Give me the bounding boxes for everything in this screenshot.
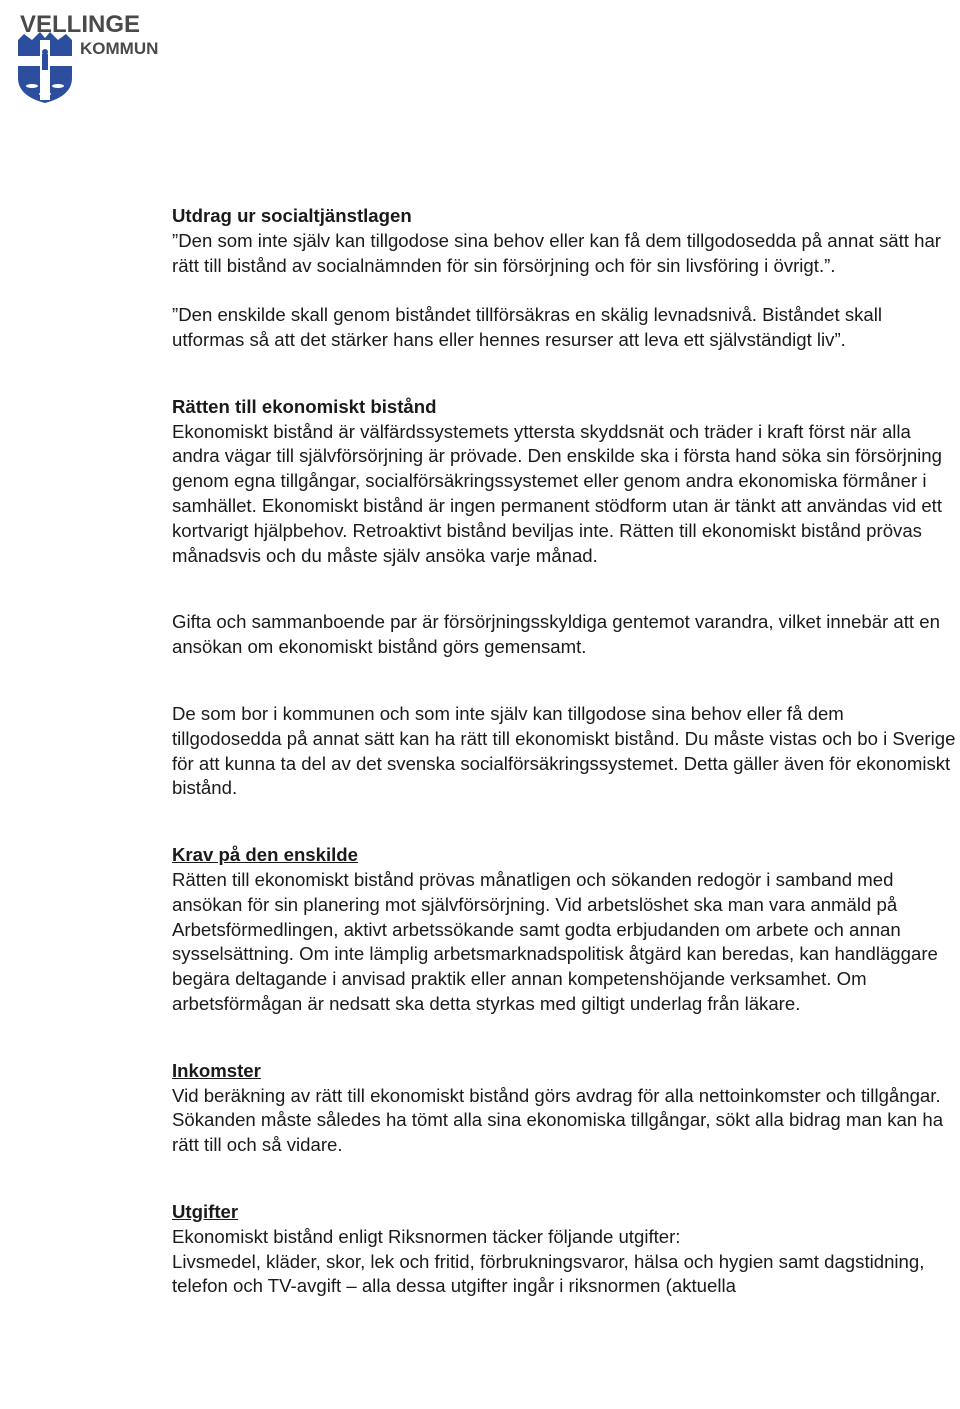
heading-krav: Krav på den enskilde [172, 844, 359, 866]
heading-utgifter: Utgifter [172, 1200, 239, 1222]
vellinge-kommun-logo [14, 8, 174, 104]
body-ratten: Ekonomiskt bistånd är välfärdssystemets yttersta skyddsnät och träder i kraft först när alla andra vägar till självförsörjning är prövade. Den enskilde ska i första hand söka sin försörjning genom egna tillgångar, socialförsäkringssystemet eller genom andra ekonomiska förmåner i samhället. Ekonomiskt bistånd är ingen permanent stödform utan är tänkt att användas vid ett kortvarigt hjälpbehov. Retroaktivt bistånd beviljas inte. Rätten till ekonomiskt bistånd prövas månadsvis och du måste själv ansöka varje månad. [172, 420, 942, 566]
section-utdrag [172, 204, 958, 278]
heading-utdrag: Utdrag ur socialtjänstlagen [172, 205, 412, 226]
utgifter-line-1: Ekonomiskt bistånd enligt Riksnormen täcker följande utgifter: [172, 1225, 681, 1247]
quote-1: ”Den som inte själv kan tillgodose sina behov eller kan få dem tillgodosedda på annat sätt har rätt till bistånd av socialnämnden för sin försörjning och för sin livsföring i övrigt.”. [172, 229, 941, 276]
section-ratten [172, 395, 958, 569]
logo-name-line1: VELLINGE [20, 11, 141, 38]
section-krav [172, 843, 958, 1017]
utgifter-line-2: Livsmedel, kläder, skor, lek och fritid, förbrukningsvaror, hälsa och hygien samt dagstidning, telefon och TV-avgift – alla dessa utgifter ingår i riksnormen (aktuella [172, 1250, 925, 1297]
section-inkomster [172, 1059, 958, 1158]
logo-name-line2: KOMMUN [80, 39, 159, 58]
quote-2: ”Den enskilde skall genom biståndet tillförsäkras en skälig levnadsnivå. Biståndet skall utformas så att det stärker hans eller hennes resurser att leva ett självständigt liv”. [172, 304, 883, 350]
body-gifta: Gifta och sammanboende par är försörjningsskyldiga gentemot varandra, vilket innebär att en ansökan om ekonomiskt bistånd görs gemensamt. [172, 611, 940, 658]
body-krav: Rätten till ekonomiskt bistånd prövas månatligen och sökanden redogör i samband med ansökan för sin planering mot självförsörjning. Vid arbetslöshet ska man vara anmäld på Arbetsförmedlingen, aktivt arbetssökande samt godta erbjudanden om arbete och annan sysselsättning. Om inte lämplig arbetsmarknadspolitisk åtgärd kan beredas, kan handläggare begära deltagande i anvisad praktik eller annan kompetenshöjande verksamhet. Om arbetsförmågan är nedsatt ska detta styrkas med giltigt underlag från läkare. [172, 868, 938, 1014]
body-bosatta: De som bor i kommunen och som inte själv kan tillgodose sina behov eller få dem tillgodosedda på annat sätt kan ha rätt till ekonomiskt bistånd. Du måste vistas och bo i Sverige för att kunna ta del av det svenska socialförsäkringssystemet. Detta gäller även för ekonomiskt bistånd. [172, 702, 956, 799]
vellinge-coat-of-arms-icon [14, 8, 174, 104]
body-inkomster: Vid beräkning av rätt till ekonomiskt bistånd görs avdrag för alla nettoinkomster och tillgångar. Sökanden måste således ha tömt alla sina ekonomiska tillgångar, sökt alla bidrag man kan ha rätt till och så vidare. [172, 1084, 944, 1156]
heading-ratten: Rätten till ekonomiskt bistånd [172, 395, 437, 417]
section-utgifter [172, 1200, 958, 1299]
document-body [172, 204, 958, 1299]
heading-inkomster: Inkomster [172, 1059, 261, 1081]
